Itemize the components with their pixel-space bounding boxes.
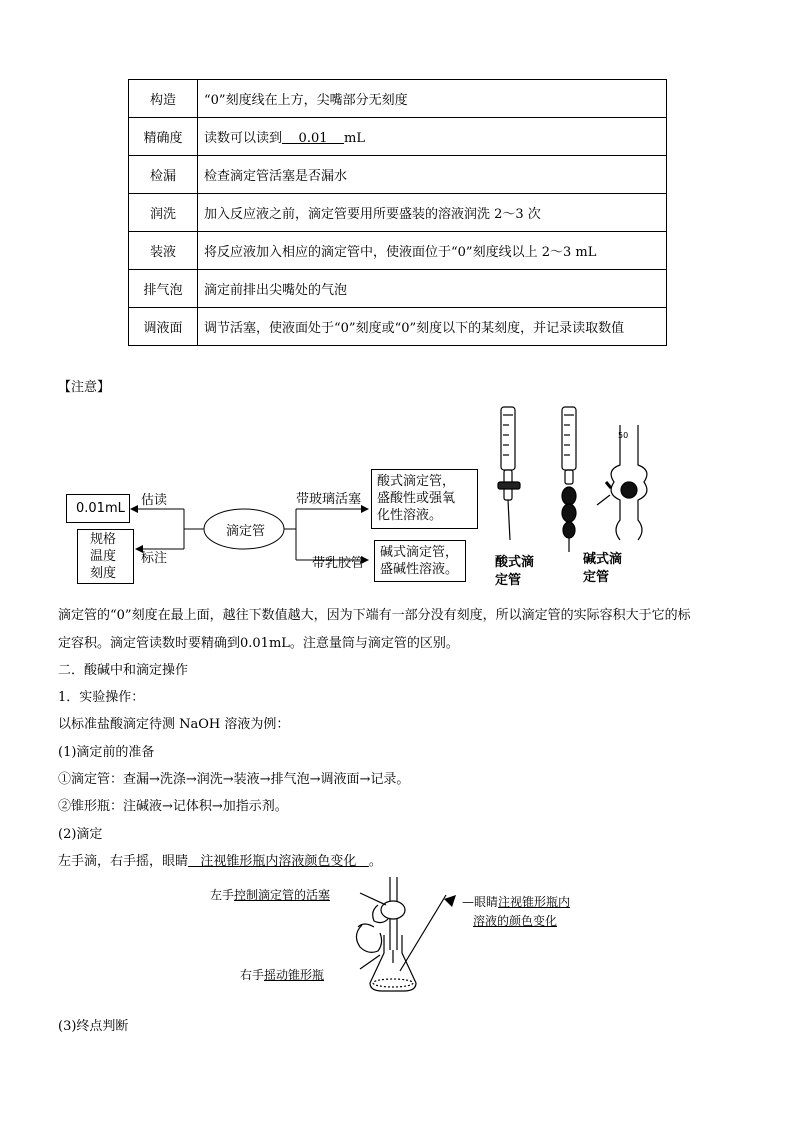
acid-burette-caption: 酸式滴 定管 xyxy=(495,555,535,588)
table-key-cell: 构造 xyxy=(129,80,198,118)
glass-stopcock-label: 带玻璃活塞 xyxy=(296,492,362,507)
table-key-cell: 装液 xyxy=(129,232,198,270)
table-value-cell: 滴定前排出尖嘴处的气泡 xyxy=(198,270,667,308)
precision-box: 0.01mL xyxy=(66,494,130,523)
table-value-cell: 读数可以读到 0.01 mL xyxy=(198,118,667,156)
table-value-cell: 加入反应液之前，滴定管要用所要盛装的溶液润洗 2～3 次 xyxy=(198,194,667,232)
rubber-tube-closeup-icon xyxy=(597,425,647,540)
table-key-cell: 润洗 xyxy=(129,194,198,232)
step-3-heading: (3)终点判断 xyxy=(58,1019,129,1034)
step-1-heading: (1)滴定前的准备 xyxy=(58,745,155,760)
step-2-answer: 注视锥形瓶内溶液颜色变化 xyxy=(188,854,369,869)
read-estimate-label: 估读 xyxy=(141,493,168,508)
para-line-2: 定容积。滴定管读数时要精确到0.01mL。注意量筒与滴定管的区别。 xyxy=(58,636,459,651)
table-key-cell: 检漏 xyxy=(129,156,198,194)
step-2-heading: (2)滴定 xyxy=(58,827,103,842)
note-heading: 【注意】 xyxy=(58,380,111,395)
rubber-tube-label: 带乳胶管 xyxy=(312,556,365,571)
table-value-cell: “0”刻度线在上方，尖嘴部分无刻度 xyxy=(198,80,667,118)
table-value-cell: 调节活塞，使液面处于“0”刻度或“0”刻度以下的某刻度，并记录读取数值 xyxy=(198,308,667,346)
example-line: 以标准盐酸滴定待测 NaOH 溶液为例： xyxy=(58,717,290,732)
burette-center-label: 滴定管 xyxy=(226,524,266,539)
eye-marker-icon xyxy=(442,893,458,909)
para-line-1: 滴定管的“0”刻度在最上面，越往下数值越大，因为下端有一部分没有刻度，所以滴定管的实际容积大于它的标 xyxy=(58,608,691,623)
marking-label: 标注 xyxy=(141,551,168,566)
table-key-cell: 调液面 xyxy=(129,308,198,346)
left-hand-label: 左手控制滴定管的活塞 xyxy=(210,888,331,902)
burette-scale-mark: 50 xyxy=(618,431,629,440)
marking-box: 规格 温度 刻度 xyxy=(77,529,134,584)
base-burette-caption: 碱式滴 定管 xyxy=(583,552,623,585)
acid-burette-box: 酸式滴定管， 盛酸性或强氧 化性溶液。 xyxy=(371,469,478,529)
step-1b: ②锥形瓶：注碱液→记体积→加指示剂。 xyxy=(58,799,288,814)
table-value-cell: 将反应液加入相应的滴定管中，使液面位于“0”刻度线以上 2～3 mL xyxy=(198,232,667,270)
acid-burette-icon xyxy=(498,407,520,540)
right-hand-label: 右手摇动锥形瓶 xyxy=(240,968,325,982)
step-2-text: 左手滴，右手摇，眼睛 注视锥形瓶内溶液颜色变化 。 xyxy=(58,854,382,869)
section-2-heading: 二．酸碱中和滴定操作 xyxy=(58,663,189,678)
section-2-1-heading: 1．实验操作： xyxy=(58,690,145,705)
table-key-cell: 排气泡 xyxy=(129,270,198,308)
base-burette-icon xyxy=(562,407,576,552)
step-1a: ①滴定管：查漏→洗涤→润洗→装液→排气泡→调液面→记录。 xyxy=(58,772,410,787)
table-value-cell: 检查滴定管活塞是否漏水 xyxy=(198,156,667,194)
eye-label: —眼睛注视锥形瓶内 溶液的颜色变化 xyxy=(462,895,571,928)
base-burette-box: 碱式滴定管， 盛碱性溶液。 xyxy=(374,540,466,582)
titration-drawing xyxy=(340,875,480,1000)
table-key-cell: 精确度 xyxy=(129,118,198,156)
